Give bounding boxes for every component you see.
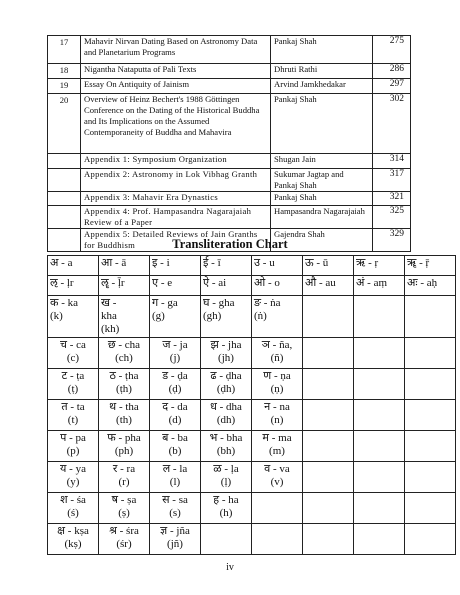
page-number: iv bbox=[226, 562, 234, 573]
transliteration-cell: ध - dha (dh) bbox=[201, 400, 252, 431]
transliteration-cell bbox=[303, 524, 354, 555]
transliteration-cell: श्र - śra (śr) bbox=[99, 524, 150, 555]
contents-author: Pankaj Shah bbox=[271, 36, 373, 64]
transliteration-cell: ए - e bbox=[150, 276, 201, 296]
transliteration-cell: क्ष - kṣa (kṣ) bbox=[48, 524, 99, 555]
contents-author: Gajendra Shah bbox=[271, 229, 373, 252]
transliteration-cell bbox=[354, 431, 405, 462]
transliteration-cell bbox=[405, 462, 456, 493]
transliteration-cell bbox=[303, 296, 354, 338]
transliteration-cell: ख - kha (kh) bbox=[99, 296, 150, 338]
transliteration-row bbox=[48, 524, 456, 555]
transliteration-cell bbox=[405, 296, 456, 338]
contents-page: 329 bbox=[373, 229, 411, 252]
contents-title: Appendix 2: Astronomy in Lok Vibhag Granth bbox=[81, 169, 271, 192]
contents-page: 321 bbox=[373, 192, 411, 206]
transliteration-cell bbox=[405, 369, 456, 400]
contents-author: Sukumar Jagtap and Pankaj Shah bbox=[271, 169, 373, 192]
transliteration-cell: आ - ā bbox=[99, 256, 150, 276]
transliteration-cell: ब - ba (b) bbox=[150, 431, 201, 462]
transliteration-cell: भ - bha (bh) bbox=[201, 431, 252, 462]
contents-title: Nigantha Nataputta of Pali Texts bbox=[81, 64, 271, 79]
transliteration-cell: य - ya (y) bbox=[48, 462, 99, 493]
transliteration-cell: इ - i bbox=[150, 256, 201, 276]
transliteration-cell: झ - jha (jh) bbox=[201, 338, 252, 369]
transliteration-cell bbox=[354, 296, 405, 338]
transliteration-cell: घ - gha (gh) bbox=[201, 296, 252, 338]
transliteration-cell bbox=[354, 524, 405, 555]
contents-number bbox=[48, 192, 81, 206]
transliteration-cell bbox=[405, 431, 456, 462]
transliteration-row bbox=[48, 400, 456, 431]
contents-author: Arvind Jamkhedakar bbox=[271, 79, 373, 94]
contents-number: 18 bbox=[48, 64, 81, 79]
contents-row bbox=[48, 192, 411, 206]
transliteration-cell: अं - aṃ bbox=[354, 276, 405, 296]
transliteration-cell bbox=[303, 431, 354, 462]
transliteration-cell: द - da (d) bbox=[150, 400, 201, 431]
transliteration-cell: न - na (n) bbox=[252, 400, 303, 431]
transliteration-cell bbox=[201, 524, 252, 555]
transliteration-cell: च - ca (c) bbox=[48, 338, 99, 369]
transliteration-cell: ॡ - ḹr bbox=[99, 276, 150, 296]
contents-page: 297 bbox=[373, 79, 411, 94]
contents-row bbox=[48, 169, 411, 192]
contents-row bbox=[48, 206, 411, 229]
contents-number bbox=[48, 169, 81, 192]
contents-author: Pankaj Shah bbox=[271, 192, 373, 206]
transliteration-cell bbox=[252, 524, 303, 555]
contents-title: Appendix 3: Mahavir Era Dynastics bbox=[81, 192, 271, 206]
contents-page: 302 bbox=[373, 94, 411, 154]
transliteration-cell: ङ - ṅa (ṅ) bbox=[252, 296, 303, 338]
transliteration-cell: ऌ - ḷr bbox=[48, 276, 99, 296]
contents-title: Essay On Antiquity of Jainism bbox=[81, 79, 271, 94]
transliteration-cell bbox=[354, 400, 405, 431]
chart-title: Transliteration Chart bbox=[172, 237, 288, 251]
transliteration-cell bbox=[252, 493, 303, 524]
contents-author: Dhruti Rathi bbox=[271, 64, 373, 79]
transliteration-cell: त - ta (t) bbox=[48, 400, 99, 431]
transliteration-cell bbox=[405, 524, 456, 555]
transliteration-cell bbox=[303, 462, 354, 493]
transliteration-cell: फ - pha (ph) bbox=[99, 431, 150, 462]
transliteration-row bbox=[48, 276, 456, 296]
transliteration-cell: ऐ - ai bbox=[201, 276, 252, 296]
transliteration-cell: ठ - ṭha (ṭh) bbox=[99, 369, 150, 400]
contents-number bbox=[48, 154, 81, 169]
transliteration-cell: अः - aḥ bbox=[405, 276, 456, 296]
contents-table bbox=[47, 35, 411, 252]
transliteration-cell: ओ - o bbox=[252, 276, 303, 296]
transliteration-cell: औ - au bbox=[303, 276, 354, 296]
contents-row bbox=[48, 64, 411, 79]
transliteration-cell: ज - ja (j) bbox=[150, 338, 201, 369]
transliteration-cell: स - sa (s) bbox=[150, 493, 201, 524]
contents-row bbox=[48, 154, 411, 169]
transliteration-row bbox=[48, 369, 456, 400]
contents-page: 317 bbox=[373, 169, 411, 192]
contents-number: 17 bbox=[48, 36, 81, 64]
transliteration-row bbox=[48, 256, 456, 276]
contents-author: Shugan Jain bbox=[271, 154, 373, 169]
transliteration-cell: उ - u bbox=[252, 256, 303, 276]
transliteration-cell: र - ra (r) bbox=[99, 462, 150, 493]
transliteration-cell: छ - cha (ch) bbox=[99, 338, 150, 369]
transliteration-cell bbox=[354, 462, 405, 493]
contents-row bbox=[48, 94, 411, 154]
transliteration-cell: ह - ha (h) bbox=[201, 493, 252, 524]
contents-page: 314 bbox=[373, 154, 411, 169]
transliteration-cell bbox=[303, 369, 354, 400]
contents-number bbox=[48, 206, 81, 229]
transliteration-cell: ऋ - ṛ bbox=[354, 256, 405, 276]
transliteration-row bbox=[48, 338, 456, 369]
contents-number: 20 bbox=[48, 94, 81, 154]
transliteration-cell: म - ma (m) bbox=[252, 431, 303, 462]
transliteration-cell: ञ - ña, (ñ) bbox=[252, 338, 303, 369]
transliteration-cell: ऊ - ū bbox=[303, 256, 354, 276]
transliteration-cell: ळ - ḷa (ḷ) bbox=[201, 462, 252, 493]
transliteration-cell: ष - ṣa (ṣ) bbox=[99, 493, 150, 524]
contents-page: 325 bbox=[373, 206, 411, 229]
contents-page: 275 bbox=[373, 36, 411, 64]
contents-row bbox=[48, 36, 411, 64]
contents-title: Appendix 4: Prof. Hampasandra Nagarajaiah Review of a Paper bbox=[81, 206, 271, 229]
transliteration-cell: ई - ī bbox=[201, 256, 252, 276]
transliteration-cell: प - pa (p) bbox=[48, 431, 99, 462]
transliteration-cell bbox=[303, 493, 354, 524]
contents-author: Hampasandra Nagarajaiah bbox=[271, 206, 373, 229]
contents-title: Mahavir Nirvan Dating Based on Astronomy Data and Planetarium Programs bbox=[81, 36, 271, 64]
transliteration-cell: क - ka (k) bbox=[48, 296, 99, 338]
transliteration-row bbox=[48, 493, 456, 524]
transliteration-row bbox=[48, 431, 456, 462]
transliteration-cell bbox=[354, 338, 405, 369]
transliteration-cell bbox=[405, 493, 456, 524]
transliteration-cell bbox=[405, 338, 456, 369]
contents-page: 286 bbox=[373, 64, 411, 79]
transliteration-cell: ण - ṇa (ṇ) bbox=[252, 369, 303, 400]
transliteration-cell: ग - ga (g) bbox=[150, 296, 201, 338]
transliteration-row bbox=[48, 296, 456, 338]
transliteration-cell: ॠ - ṝ bbox=[405, 256, 456, 276]
transliteration-cell bbox=[303, 338, 354, 369]
transliteration-cell bbox=[405, 400, 456, 431]
contents-title: Overview of Heinz Bechert's 1988 Göttingen Conference on the Dating of the Historical Buddha and Its Implications on the Assumed Contemporaneity of Buddha and Mahavira bbox=[81, 94, 271, 154]
transliteration-cell: ड - ḍa (ḍ) bbox=[150, 369, 201, 400]
contents-title: Appendix 1: Symposium Organization bbox=[81, 154, 271, 169]
contents-title: Appendix 5: Detailed Reviews of Jain Granths for Buddhism bbox=[81, 229, 271, 252]
contents-number: 19 bbox=[48, 79, 81, 94]
contents-row bbox=[48, 79, 411, 94]
transliteration-row bbox=[48, 462, 456, 493]
contents-author: Pankaj Shah bbox=[271, 94, 373, 154]
transliteration-cell bbox=[354, 493, 405, 524]
transliteration-cell: ट - ṭa (ṭ) bbox=[48, 369, 99, 400]
transliteration-cell bbox=[303, 400, 354, 431]
transliteration-cell: व - va (v) bbox=[252, 462, 303, 493]
transliteration-cell: ल - la (l) bbox=[150, 462, 201, 493]
transliteration-cell: थ - tha (th) bbox=[99, 400, 150, 431]
transliteration-cell: श - śa (ś) bbox=[48, 493, 99, 524]
transliteration-cell: ज्ञ - jña (jñ) bbox=[150, 524, 201, 555]
transliteration-cell: ढ - ḍha (ḍh) bbox=[201, 369, 252, 400]
transliteration-cell bbox=[354, 369, 405, 400]
transliteration-cell: अ - a bbox=[48, 256, 99, 276]
transliteration-chart bbox=[47, 255, 456, 555]
